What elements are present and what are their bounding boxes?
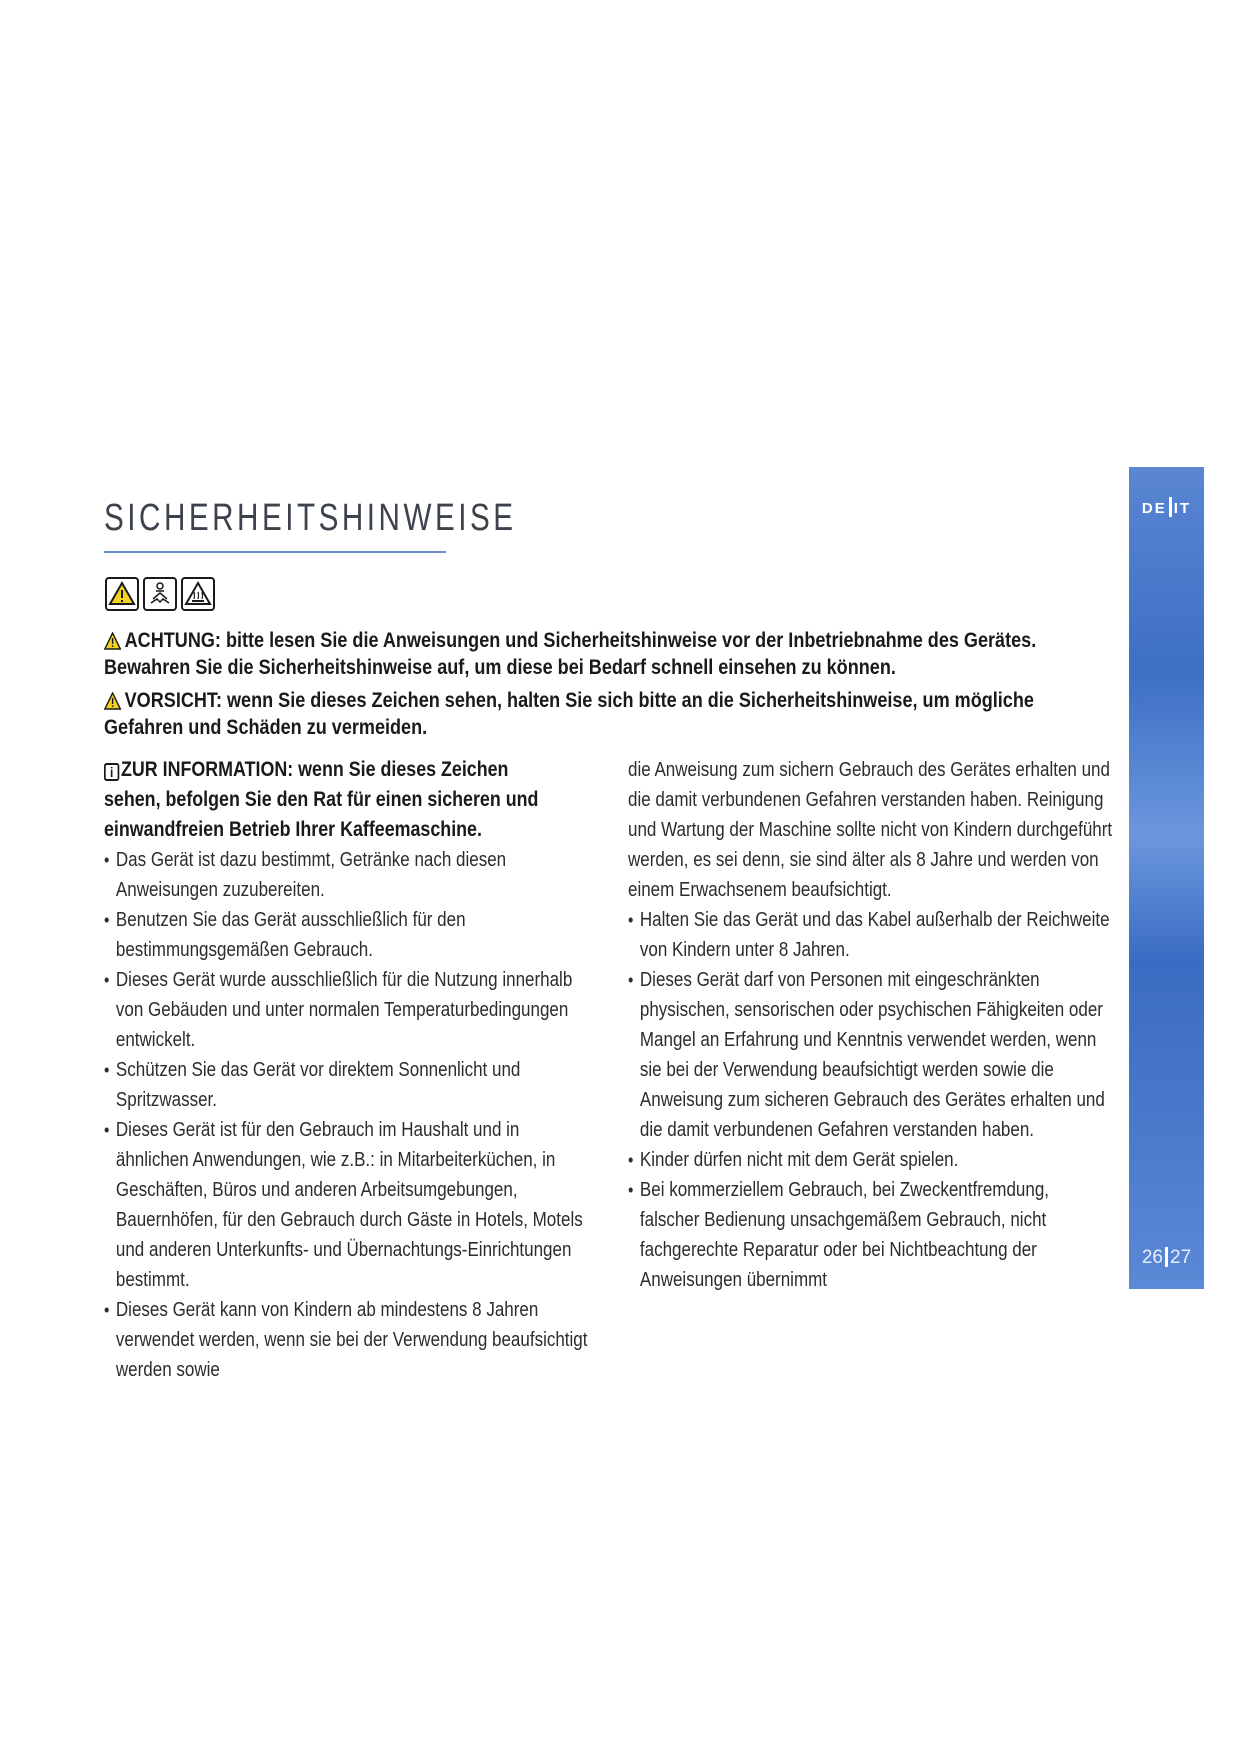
list-item: • Dieses Gerät wurde ausschließlich für die Nutzung innerhalb von Gebäuden und unter normalen Temperaturbedingungen entwickelt.	[104, 965, 589, 1055]
separator	[1165, 1247, 1168, 1267]
lang-it: IT	[1173, 500, 1192, 517]
info-label: ZUR INFORMATION:	[121, 758, 294, 781]
info-notice	[104, 755, 589, 845]
info-line-2: sehen, befolgen Sie den Rat für einen sicheren und	[104, 788, 539, 811]
vorsicht-label: VORSICHT:	[124, 689, 222, 712]
left-column	[104, 755, 589, 1385]
continuation-paragraph: die Anweisung zum sichern Gebrauch des Gerätes erhalten und die damit verbundenen Gefahren verstanden haben. Reinigung und Wartung der Maschine sollte nicht von Kindern durchgeführt werden, es sei denn, sie sind älter als 8 Jahre und werden von einem Erwachsenem beaufsichtigt.	[628, 759, 1113, 901]
vorsicht-line-1	[104, 687, 1034, 714]
achtung-label: ACHTUNG:	[124, 629, 221, 652]
info-line-1: wenn Sie dieses Zeichen	[293, 758, 509, 781]
achtung-line-1	[104, 627, 1037, 654]
list-item: • Bei kommerziellem Gebrauch, bei Zweckentfremdung, falscher Bedienung unsachgemäßem Gebrauch, nicht fachgerechte Reparatur oder bei Nichtbeachtung der Anweisungen übernimmt	[628, 1175, 1113, 1295]
page-numbers	[1129, 1247, 1204, 1269]
vorsicht-line-2: Gefahren und Schäden zu vermeiden.	[104, 716, 428, 739]
language-indicator	[1129, 497, 1204, 517]
left-bullet-list	[104, 845, 589, 1385]
title-underline	[104, 551, 446, 553]
list-item: • Dieses Gerät kann von Kindern ab mindestens 8 Jahren verwendet werden, wenn sie bei der Verwendung beaufsichtigt werden sowie	[104, 1295, 589, 1385]
page-left: 26	[1141, 1247, 1163, 1268]
info-line-3: einwandfreien Betrieb Ihrer Kaffeemaschine.	[104, 818, 482, 841]
warning-triangle-icon	[104, 632, 121, 650]
info-icon: i	[104, 763, 119, 781]
right-bullet-list	[628, 905, 1113, 1295]
separator	[1169, 497, 1172, 517]
list-item: • Dieses Gerät ist für den Gebrauch im Haushalt und in ähnlichen Anwendungen, wie z.B.: in Mitarbeiterküchen, in Geschäften, Büros und anderen Arbeitsumgebungen, Bauernhöfen, für den Gebrauch durch Gäste in Hotels, Motels und anderen Unterkunfts- und Übernachtungs-Einrichtungen bestimmt.	[104, 1115, 589, 1295]
achtung-line-2: Bewahren Sie die Sicherheitshinweise auf, um diese bei Bedarf schnell einsehen zu können.	[104, 656, 896, 679]
language-side-tab	[1129, 467, 1204, 1289]
vorsicht-text: wenn Sie dieses Zeichen sehen, halten Sie sich bitte an die Sicherheitshinweise, um mögliche	[221, 689, 1034, 712]
page-title: SICHERHEITSHINWEISE	[104, 497, 517, 539]
list-item: • Dieses Gerät darf von Personen mit eingeschränkten physischen, sensorischen oder psychischen Fähigkeiten oder Mangel an Erfahrung und Kenntnis verwendet werden, wenn sie bei der Verwendung beaufsichtigt werden sowie die Anweisung zum sicheren Gebrauch des Gerätes erhalten und die damit verbundenen Gefahren verstanden haben.	[628, 965, 1113, 1145]
list-item: • Kinder dürfen nicht mit dem Gerät spielen.	[628, 1145, 1113, 1175]
achtung-text: bitte lesen Sie die Anweisungen und Sicherheitshinweise vor der Inbetriebnahme des Gerätes.	[220, 629, 1037, 652]
lang-de: DE	[1141, 500, 1167, 517]
right-column	[628, 755, 1113, 1295]
hot-surface-icon	[181, 577, 215, 611]
list-item: • Schützen Sie das Gerät vor direktem Sonnenlicht und Spritzwasser.	[104, 1055, 589, 1115]
warning-triangle-icon	[104, 692, 121, 710]
achtung-notice	[104, 627, 1037, 681]
vorsicht-notice	[104, 687, 1034, 741]
warning-triangle-icon	[105, 577, 139, 611]
page-right: 27	[1170, 1247, 1192, 1268]
list-item: • Halten Sie das Gerät und das Kabel außerhalb der Reichweite von Kindern unter 8 Jahren.	[628, 905, 1113, 965]
safety-icon-row	[105, 577, 215, 611]
list-item: • Benutzen Sie das Gerät ausschließlich für den bestimmungsgemäßen Gebrauch.	[104, 905, 589, 965]
manual-reader-icon	[143, 577, 177, 611]
list-item: • Das Gerät ist dazu bestimmt, Getränke nach diesen Anweisungen zuzubereiten.	[104, 845, 589, 905]
